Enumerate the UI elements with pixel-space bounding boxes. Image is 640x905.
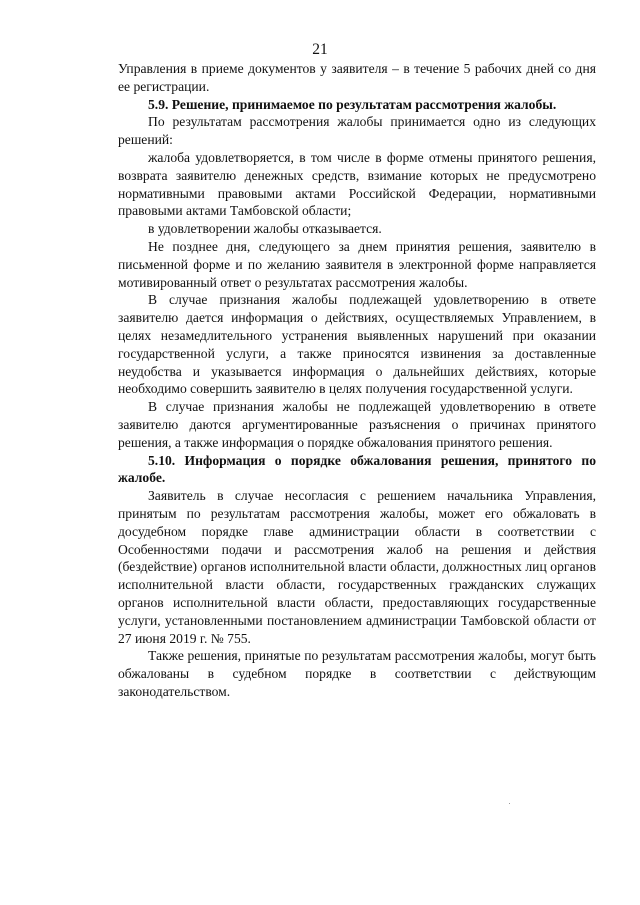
paragraph: жалоба удовлетворяется, в том числе в форме отмены принятого решения, возврата заявителю денежных средств, взимание которых не предусмотрено нормативными правовыми актами Российской Федерации, нормативными правовыми актами Тамбовской области; <box>118 149 596 219</box>
paragraph-continuation: Управления в приеме документов у заявителя – в течение 5 рабочих дней со дня ее регистрации. <box>118 61 596 94</box>
paragraph: В случае признания жалобы не подлежащей удовлетворению в ответе заявителю даются аргументированные разъяснения о причинах принятого решения, а также информация о порядке обжалования принятого решения. <box>118 399 596 450</box>
paragraph: в удовлетворении жалобы отказывается. <box>148 221 382 237</box>
section-heading-5-10: 5.10. Информация о порядке обжалования решения, принятого по жалобе. <box>118 452 596 486</box>
scan-speck <box>509 803 510 804</box>
paragraph: Заявитель в случае несогласия с решением начальника Управления, принятым по результатам рассмотрения жалобы, может его обжаловать в досудебном порядке главе администрации области в соответствии с Особенностями подачи и рассмотрения жалоб на решения и действия (бездействие) органов исполнительной власти области, должностных лиц органов исполнительной власти области, государственных гражданских служащих органов исполнительной власти области, предоставляющих государственные услуги, установленными постановлением администрации Тамбовской области от 27 июня 2019 г. № 755. <box>118 488 596 646</box>
page-number: 21 <box>312 41 328 58</box>
paragraph: В случае признания жалобы подлежащей удовлетворению в ответе заявителю дается информация о действиях, осуществляемых Управлением, в целях незамедлительного устранения выявленных нарушений при оказании государственной услуги, а также приносятся извинения за доставленные неудобства и указывается информация о дальнейших действиях, которые необходимо совершить заявителю в целях получения государственной услуги. <box>118 292 596 397</box>
paragraph: Также решения, принятые по результатам рассмотрения жалобы, могут быть обжалованы в судебном порядке в соответствии с действующим законодательством. <box>118 648 596 699</box>
paragraph: Не позднее дня, следующего за днем принятия решения, заявителю в письменной форме и по желанию заявителя в электронной форме направляется мотивированный ответ о результатах рассмотрения жалобы. <box>118 238 596 290</box>
section-heading-5-9: 5.9. Решение, принимаемое по результатам рассмотрения жалобы. <box>148 96 557 112</box>
document-body <box>118 60 596 701</box>
paragraph: По результатам рассмотрения жалобы принимается одно из следующих решений: <box>118 114 596 148</box>
